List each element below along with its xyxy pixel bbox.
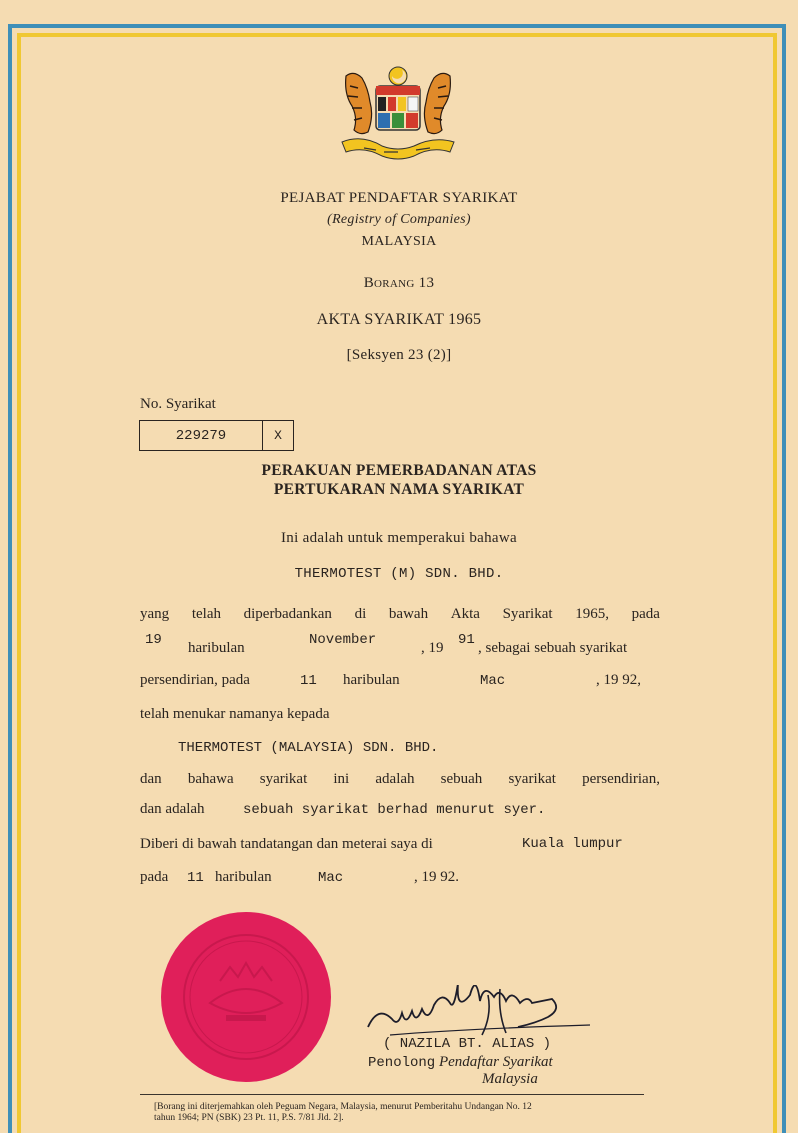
- change-year: , 19 92,: [596, 672, 641, 688]
- word: 1965,: [575, 606, 609, 622]
- form-number: Borang 13: [363, 275, 435, 291]
- footer-note: [154, 1102, 654, 1124]
- haribulan-label: haribulan: [343, 672, 400, 688]
- signing-month: Mac: [318, 870, 344, 886]
- footer-line-1: [Borang ini diterjemahkan oleh Peguam Negara, Malaysia, menurut Pemberitahu Undangan No. 12: [154, 1102, 532, 1112]
- word: bahawa: [187, 771, 234, 787]
- signing-year: , 19 92.: [414, 869, 459, 885]
- intro-text: Ini adalah untuk memperakui bahawa: [281, 530, 517, 546]
- word: adalah: [375, 771, 415, 787]
- certificate-title-line-1: PERAKUAN PEMERBADANAN ATAS: [261, 462, 537, 479]
- given-under-text: Diberi di bawah tandatangan dan meterai saya di: [140, 836, 433, 852]
- word: ini: [333, 771, 350, 787]
- word: Syarikat: [502, 606, 553, 622]
- company-type: sebuah syarikat berhad menurut syer.: [243, 802, 546, 818]
- signatory-title-main: Pendaftar Syarikat: [438, 1054, 553, 1070]
- signatory-title: [368, 1054, 553, 1071]
- word: yang: [140, 606, 170, 622]
- word: telah: [191, 606, 221, 622]
- registry-office-title: PEJABAT PENDAFTAR SYARIKAT: [280, 190, 518, 206]
- coat-of-arms-icon: [336, 62, 460, 162]
- word: persendirian,: [582, 771, 660, 787]
- signing-place: Kuala lumpur: [522, 836, 623, 852]
- incorporation-line: [140, 606, 660, 623]
- pada-label: pada: [140, 869, 169, 885]
- company-number-value: 229279: [140, 421, 263, 450]
- dan-adalah-label: dan adalah: [140, 801, 205, 817]
- word: diperbadankan: [243, 606, 332, 622]
- word: dan: [140, 771, 162, 787]
- private-company-line: [140, 771, 660, 788]
- registry-office-english: (Registry of Companies): [327, 212, 471, 227]
- change-day: 11: [300, 673, 317, 689]
- signatory-name: ( NAZILA BT. ALIAS ): [383, 1036, 552, 1052]
- signatory-title-prefix: Penolong: [368, 1055, 436, 1071]
- haribulan-label: haribulan: [188, 640, 245, 656]
- incorporation-year: 91: [458, 632, 475, 648]
- old-company-name: THERMOTEST (M) SDN. BHD.: [294, 566, 504, 582]
- word: syarikat: [508, 771, 556, 787]
- country-title: MALAYSIA: [361, 234, 437, 249]
- act-title: AKTA SYARIKAT 1965: [316, 311, 482, 328]
- incorporation-tail: , sebagai sebuah syarikat: [478, 640, 628, 656]
- word: pada: [631, 606, 660, 622]
- signatory-country: Malaysia: [482, 1071, 538, 1087]
- signing-haribulan: haribulan: [215, 869, 272, 885]
- word: syarikat: [259, 771, 308, 787]
- change-month: Mac: [480, 673, 506, 689]
- incorporation-year-prefix: , 19: [421, 640, 444, 656]
- company-number-suffix: X: [274, 428, 282, 443]
- persendirian-pada-label: persendirian, pada: [140, 672, 250, 688]
- new-company-name: THERMOTEST (MALAYSIA) SDN. BHD.: [178, 740, 439, 756]
- word: bawah: [388, 606, 429, 622]
- certificate-title-line-2: PERTUKARAN NAMA SYARIKAT: [273, 481, 525, 498]
- footer-line-2: tahun 1964; PN (SBK) 23 Pt. 11, P.S. 7/81 Jld. 2].: [154, 1113, 344, 1123]
- footer-divider: [140, 1094, 644, 1095]
- company-number-box: [139, 420, 294, 451]
- changed-name-text: telah menukar namanya kepada: [140, 706, 330, 722]
- word: di: [354, 606, 367, 622]
- word: Akta: [450, 606, 480, 622]
- incorporation-day: 19: [145, 632, 162, 648]
- registry-seal-icon: [160, 911, 332, 1083]
- word: sebuah: [440, 771, 483, 787]
- incorporation-month: November: [309, 632, 377, 648]
- signing-day: 11: [187, 870, 204, 886]
- company-number-label: No. Syarikat: [140, 396, 216, 412]
- section-reference: [Seksyen 23 (2)]: [346, 347, 452, 363]
